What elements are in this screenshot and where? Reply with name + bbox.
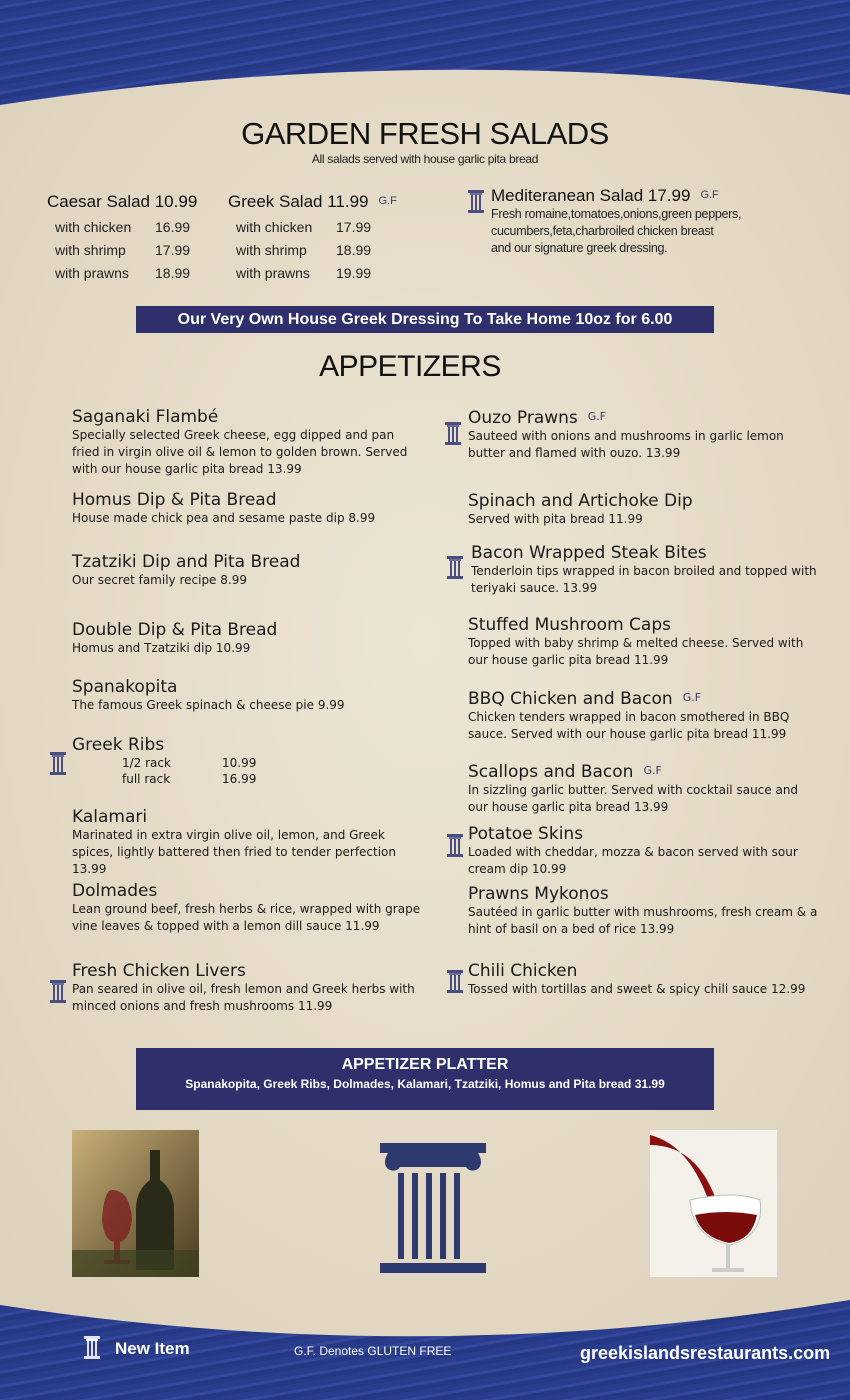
- caesar-option: with chicken 16.99: [55, 219, 191, 235]
- menu-item: [468, 491, 818, 528]
- new-item-column-icon: [447, 834, 463, 858]
- item-description: In sizzling garlic butter. Served with cocktail sauce and our house garlic pita bread 13.99: [468, 783, 799, 814]
- item-description: House made chick pea and sesame paste dip 8.99: [72, 511, 376, 525]
- menu-item: [72, 807, 422, 878]
- item-description: Sautéed in garlic butter with mushrooms, fresh cream & a hint of basil on a bed of rice 13.99: [468, 905, 818, 936]
- gluten-free-badge: G.F: [682, 691, 702, 704]
- menu-item: [72, 677, 422, 714]
- salads-title: GARDEN FRESH SALADS: [241, 116, 609, 151]
- menu-item: [72, 490, 422, 527]
- item-description: Served with pita bread 11.99: [468, 512, 643, 526]
- menu-item: [468, 615, 818, 669]
- item-description: Marinated in extra virgin olive oil, lemon, and Greek spices, lightly battered then fried to tender perfection 13.99: [72, 828, 397, 876]
- greek-salad: [228, 192, 397, 281]
- item-name: Spinach and Artichoke Dip: [468, 491, 693, 511]
- new-item-column-icon: [445, 422, 461, 446]
- item-description: Homus and Tzatziki dip 10.99: [72, 641, 251, 655]
- greek-column-icon: [372, 1135, 494, 1277]
- gluten-free-badge: G.F: [587, 410, 607, 423]
- website-link[interactable]: greekislandsrestaurants.com: [580, 1343, 831, 1363]
- menu-item: [468, 884, 818, 938]
- dressing-banner: Our Very Own House Greek Dressing To Take Home 10oz for 6.00: [136, 306, 714, 333]
- item-name: Prawns Mykonos: [468, 884, 609, 904]
- menu-item: [72, 961, 422, 1015]
- item-description: Loaded with cheddar, mozza & bacon served with sour cream dip 10.99: [468, 845, 798, 876]
- new-item-legend-icon: [84, 1336, 100, 1360]
- new-item-legend: New Item: [115, 1339, 190, 1358]
- menu-item: [72, 620, 422, 657]
- gluten-free-note: G.F. Denotes GLUTEN FREE: [294, 1344, 452, 1358]
- wine-pour-photo: [650, 1130, 777, 1277]
- item-name: Ouzo Prawns: [468, 408, 578, 428]
- item-name: BBQ Chicken and Bacon: [468, 689, 673, 709]
- gluten-free-badge: G.F: [643, 764, 662, 777]
- greek-option: with prawns 19.99: [236, 265, 372, 281]
- new-item-column-icon: [447, 970, 463, 994]
- item-option: full rack 16.99: [122, 772, 257, 786]
- menu-item: [72, 881, 422, 935]
- menu-item: [72, 407, 422, 478]
- item-description: Topped with baby shrimp & melted cheese. Served with our house garlic pita bread 11.99: [468, 636, 804, 667]
- item-description: Our secret family recipe 8.99: [72, 573, 247, 587]
- item-name: Stuffed Mushroom Caps: [468, 615, 671, 635]
- item-name: Tzatziki Dip and Pita Bread: [72, 552, 301, 572]
- item-name: Potatoe Skins: [468, 824, 584, 844]
- menu-item: [471, 543, 821, 597]
- platter-desc: Spanakopita, Greek Ribs, Dolmades, Kalamari, Tzatziki, Homus and Pita bread 31.99: [185, 1077, 665, 1091]
- item-name: Kalamari: [72, 807, 148, 827]
- greek-salad-title: Greek Salad 11.99: [228, 192, 369, 211]
- new-item-column-icon: [447, 556, 463, 580]
- new-item-column-icon: [468, 190, 484, 214]
- menu-item: [72, 552, 422, 589]
- greek-option: with shrimp 18.99: [236, 242, 372, 258]
- new-item-column-icon: [50, 980, 66, 1004]
- gluten-free-badge: G.F: [700, 189, 719, 201]
- appetizer-platter-banner: [136, 1048, 714, 1110]
- item-name: Chili Chicken: [468, 961, 578, 981]
- item-description: Tenderloin tips wrapped in bacon broiled and topped with teriyaki sauce. 13.99: [471, 564, 817, 595]
- item-name: Saganaki Flambé: [72, 407, 219, 427]
- new-item-column-icon: [50, 752, 66, 776]
- menu-item: [468, 961, 818, 998]
- item-name: Double Dip & Pita Bread: [72, 620, 278, 640]
- mediterranean-salad: Mediteranean Salad 17.99 G.F Fresh romaine,tomatoes,onions,green peppers, cucumbers,feta,charbroiled chicken breast and our signature greek dressing.: [491, 186, 742, 255]
- caesar-option: with shrimp 17.99: [55, 242, 191, 258]
- platter-title: APPETIZER PLATTER: [341, 1056, 509, 1073]
- item-description: The famous Greek spinach & cheese pie 9.99: [72, 698, 345, 712]
- item-description: Lean ground beef, fresh herbs & rice, wrapped with grape vine leaves & topped with a lemon dill sauce 11.99: [72, 902, 421, 933]
- item-name: Homus Dip & Pita Bread: [72, 490, 277, 510]
- item-name: Bacon Wrapped Steak Bites: [471, 543, 707, 563]
- item-name: Greek Ribs: [72, 735, 165, 755]
- item-description: Specially selected Greek cheese, egg dipped and pan fried in virgin olive oil & lemon to golden brown. Served with our house garlic pita bread 13.99: [72, 428, 408, 476]
- menu-item: [468, 824, 818, 878]
- menu-item: [72, 735, 422, 787]
- appetizers-title: APPETIZERS: [319, 350, 501, 383]
- item-description: Chicken tenders wrapped in bacon smothered in BBQ sauce. Served with our house garlic pita bread 11.99: [468, 710, 790, 741]
- menu-item: [468, 761, 818, 816]
- item-name: Fresh Chicken Livers: [72, 961, 246, 981]
- wine-bottle-photo: [72, 1130, 199, 1277]
- caesar-salad: [47, 192, 197, 281]
- menu-item: [468, 407, 818, 462]
- salads-subtitle: All salads served with house garlic pita bread: [311, 152, 539, 166]
- item-description: Sauteed with onions and mushrooms in garlic lemon butter and flamed with ouzo. 13.99: [468, 429, 784, 460]
- caesar-option: with prawns 18.99: [55, 265, 191, 281]
- item-name: Scallops and Bacon: [468, 762, 634, 782]
- item-option: 1/2 rack 10.99: [122, 756, 257, 770]
- item-description: Pan seared in olive oil, fresh lemon and Greek herbs with minced onions and fresh mushrooms 11.99: [72, 982, 415, 1013]
- mediterranean-salad-title: Mediteranean Salad 17.99: [491, 186, 691, 205]
- item-description: Tossed with tortillas and sweet & spicy chili sauce 12.99: [468, 982, 806, 996]
- greek-option: with chicken 17.99: [236, 219, 372, 235]
- caesar-salad-title: Caesar Salad 10.99: [47, 192, 198, 211]
- gluten-free-badge: G.F: [378, 195, 397, 207]
- item-name: Spanakopita: [72, 677, 178, 697]
- menu-item: [468, 688, 818, 743]
- item-name: Dolmades: [72, 881, 158, 901]
